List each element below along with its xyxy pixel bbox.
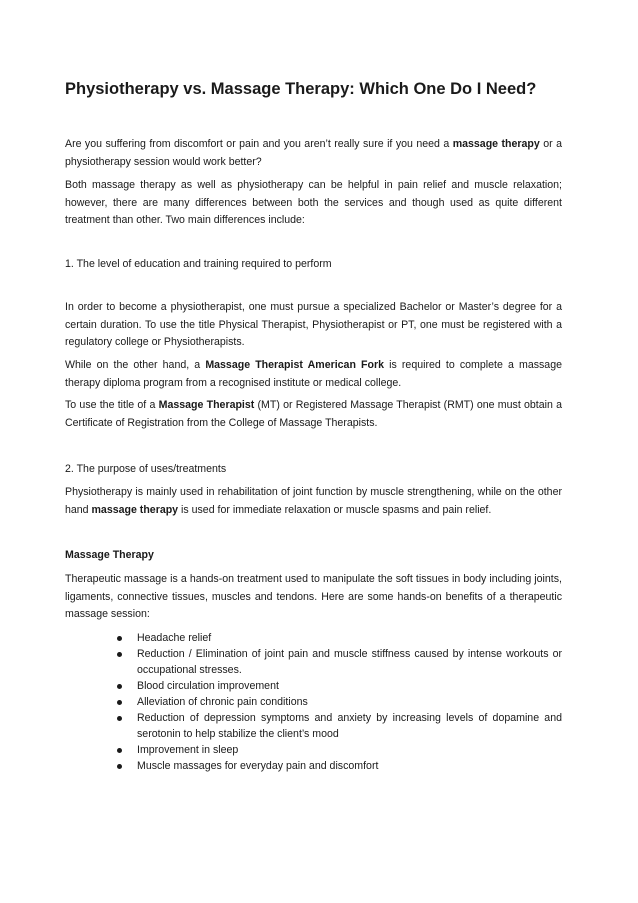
section2-p1-text-b: is used for immediate relaxation or muscle spasms and pain relief. [178, 503, 492, 516]
section1-paragraph-1: In order to become a physiotherapist, one must pursue a specialized Bachelor or Master’s degree for a certain duration. To use the title Physical Therapist, Physiotherapist or PT, one must be registered with a regulatory college or Physiotherapists. [65, 301, 562, 348]
section1-p3-text-a: To use the title of a [65, 399, 159, 411]
list-item-text: Muscle massages for everyday pain and discomfort [137, 760, 379, 772]
bullet-icon [117, 652, 122, 657]
section3-heading: Massage Therapy [65, 549, 154, 561]
list-item [65, 758, 562, 774]
section1-paragraph-3 [65, 397, 562, 432]
list-item [65, 694, 562, 710]
list-item-text: Reduction of depression symptoms and anxiety by increasing levels of dopamine and serotonin to help stabilize the client’s mood [137, 712, 562, 740]
intro-p1-text-a: Are you suffering from discomfort or pain and you aren’t really sure if you need a [65, 138, 453, 150]
intro-paragraph-1 [65, 136, 562, 171]
section1-p3-text-b: (MT) or Registered Massage Therapist (RMT) one must obtain a Certificate of Registration from the College of Massage Therapists. [65, 399, 562, 429]
list-item-text: Reduction / Elimination of joint pain and muscle stiffness caused by intense workouts or occupational stresses. [137, 648, 562, 676]
bullet-icon [117, 700, 122, 705]
bullet-icon [117, 748, 122, 753]
list-item-text: Alleviation of chronic pain conditions [137, 696, 308, 708]
section1-p2-text-a: While on the other hand, a [65, 359, 206, 371]
list-item-text: Improvement in sleep [137, 744, 239, 756]
section1-p2-bold: Massage Therapist American Fork [205, 359, 384, 371]
list-item [65, 646, 562, 678]
list-item [65, 630, 562, 646]
section2-p1-text-a: Physiotherapy is mainly used in rehabilitation of joint function by muscle strengthening, while on the other hand [65, 486, 562, 516]
section1-p2-text-b: is required to complete a massage therapy diploma program from a recognised institute or medical college. [65, 359, 562, 389]
list-item-text: Headache relief [137, 632, 212, 644]
list-item [65, 742, 562, 758]
intro-p1-bold: massage therapy [452, 138, 540, 150]
benefits-list [65, 630, 562, 774]
section1-heading: 1. The level of education and training required to perform [65, 258, 332, 270]
intro-paragraph-2: Both massage therapy as well as physiotherapy can be helpful in pain relief and muscle relaxation; however, there are many differences between both the services and though used as quite different treatment than other. Two main differences include: [65, 179, 562, 226]
list-item-text: Blood circulation improvement [137, 680, 279, 692]
bullet-icon [117, 764, 122, 769]
section2-p1-bold: massage therapy [91, 503, 179, 516]
list-item [65, 710, 562, 742]
list-item [65, 678, 562, 694]
section1-p3-bold: Massage Therapist [158, 399, 255, 411]
bullet-icon [117, 716, 122, 721]
section2-heading: 2. The purpose of uses/treatments [65, 463, 227, 475]
intro-p1-text-b: or a physiotherapy session would work better? [65, 138, 562, 168]
page-title: Physiotherapy vs. Massage Therapy: Which One Do I Need? [65, 80, 537, 98]
bullet-icon [117, 684, 122, 689]
bullet-icon [117, 636, 122, 641]
section2-paragraph-1 [65, 484, 562, 519]
section1-paragraph-2 [65, 357, 562, 392]
section3-paragraph-1: Therapeutic massage is a hands-on treatment used to manipulate the soft tissues in body including joints, ligaments, connective tissues, muscles and tendons. Here are some hands-on benefits of a therapeutic massage session: [65, 573, 562, 620]
